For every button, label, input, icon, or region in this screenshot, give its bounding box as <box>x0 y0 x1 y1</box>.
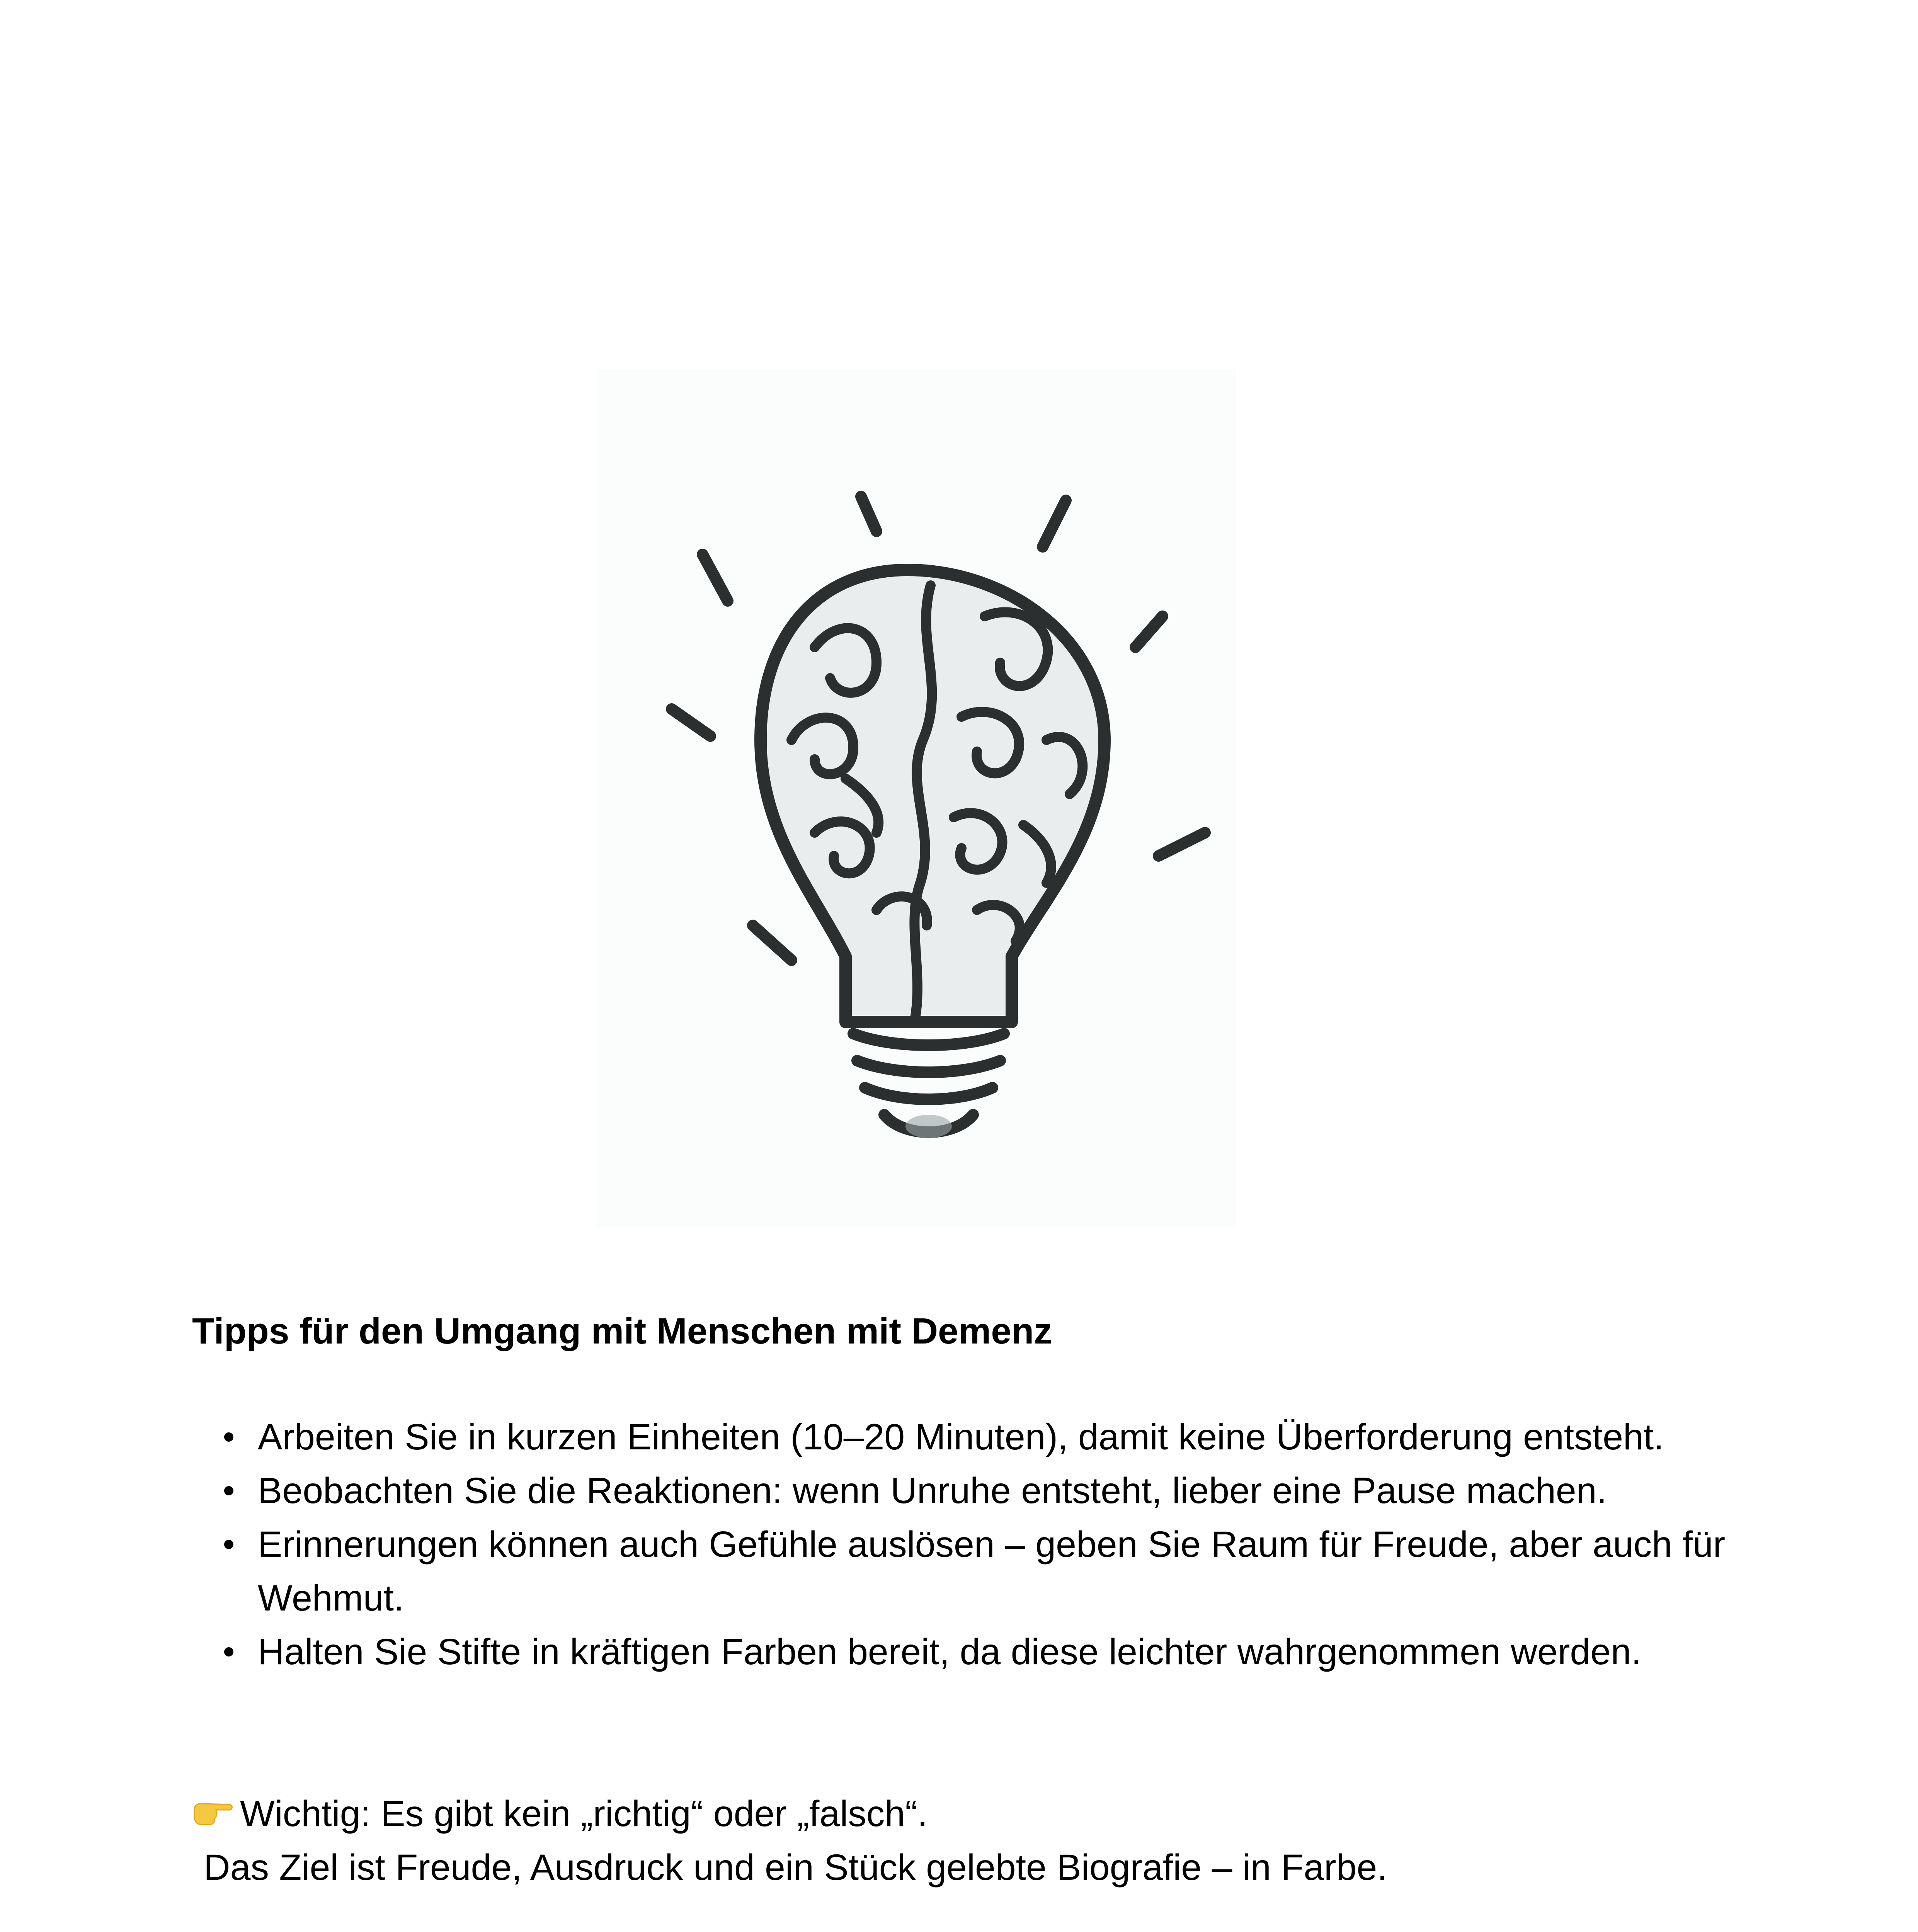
list-item: Beobachten Sie die Reaktionen: wenn Unruhe entsteht, lieber eine Pause machen. <box>258 1464 1738 1518</box>
note-text-line-1: Wichtig: Es gibt kein „richtig“ oder „falsch“. <box>240 1793 928 1834</box>
tips-list <box>192 1410 1738 1679</box>
brain-lightbulb-icon <box>598 369 1236 1227</box>
page-title: Tipps für den Umgang mit Menschen mit Demenz <box>192 1311 1052 1352</box>
list-item: Arbeiten Sie in kurzen Einheiten (10–20 Minuten), damit keine Überforderung entsteht. <box>258 1410 1738 1464</box>
important-note <box>192 1787 1738 1895</box>
pointing-hand-icon <box>192 1798 235 1828</box>
list-item: Erinnerungen können auch Gefühle auslösen – geben Sie Raum für Freude, aber auch für Wehmut. <box>258 1518 1738 1625</box>
note-text-line-2: Das Ziel ist Freude, Ausdruck und ein Stück gelebte Biografie – in Farbe. <box>204 1847 1387 1888</box>
list-item: Halten Sie Stifte in kräftigen Farben bereit, da diese leichter wahrgenommen werden. <box>258 1625 1738 1679</box>
